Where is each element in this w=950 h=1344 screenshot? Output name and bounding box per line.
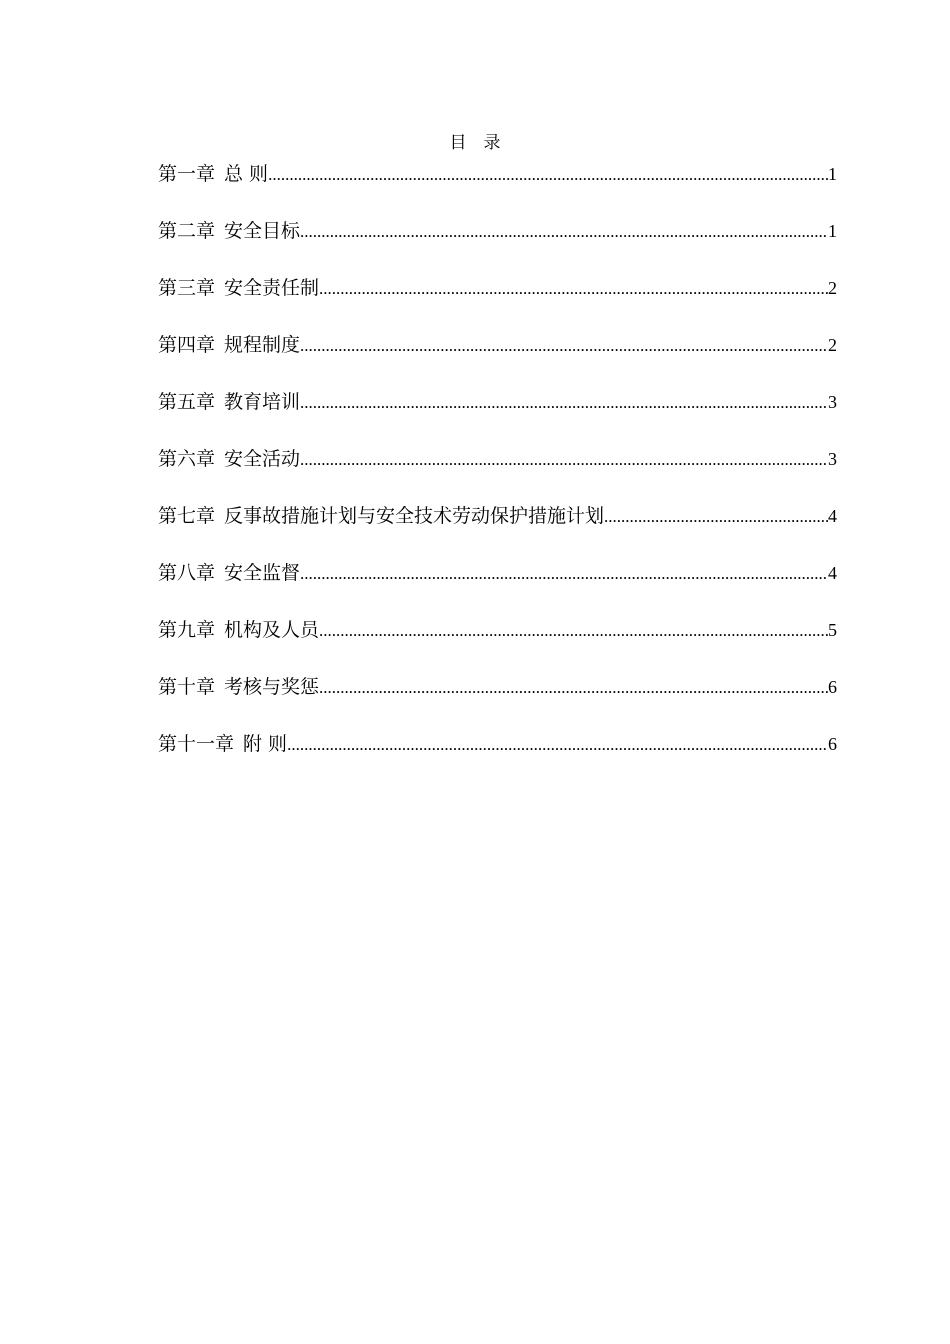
toc-dot-leader [268, 160, 828, 190]
toc-page-number: 3 [828, 449, 837, 469]
toc-chapter-title: 规程制度 [224, 334, 301, 356]
toc-chapter-title: 安全监督 [224, 562, 301, 584]
toc-page-number: 6 [828, 734, 837, 754]
toc-chapter-number: 第十章 [158, 676, 216, 698]
toc-chapter-title: 安全责任制 [224, 277, 320, 299]
toc-dot-leader [300, 217, 828, 247]
toc-dot-leader [287, 730, 828, 760]
toc-dot-leader [300, 559, 828, 589]
toc-chapter-title: 考核与奖惩 [224, 676, 320, 698]
toc-dot-leader [319, 616, 828, 646]
toc-chapter-title: 附 则 [243, 733, 288, 755]
toc-entry[interactable] [158, 729, 837, 786]
toc-dot-leader [319, 673, 828, 703]
toc-page-number: 2 [828, 335, 837, 355]
toc-entry[interactable] [158, 501, 837, 558]
toc-dot-leader [604, 502, 828, 532]
toc-chapter-number: 第三章 [158, 277, 216, 299]
toc-chapter-number: 第五章 [158, 391, 216, 413]
toc-page-number: 1 [828, 221, 837, 241]
toc-dot-leader [319, 274, 828, 304]
toc-page-number: 5 [828, 620, 837, 640]
toc-dot-leader [300, 331, 828, 361]
toc-page-number: 1 [828, 164, 837, 184]
toc-chapter-title: 安全目标 [224, 220, 301, 242]
toc-entry[interactable] [158, 159, 837, 216]
toc-dot-leader [300, 388, 828, 418]
toc-chapter-title: 反事故措施计划与安全技术劳动保护措施计划 [224, 505, 605, 527]
toc-page-number: 4 [828, 563, 837, 583]
toc-entry[interactable] [158, 387, 837, 444]
toc-entry[interactable] [158, 672, 837, 729]
toc-chapter-number: 第一章 [158, 163, 216, 185]
toc-page-number: 6 [828, 677, 837, 697]
toc-chapter-number: 第六章 [158, 448, 216, 470]
table-of-contents [158, 159, 837, 786]
toc-chapter-number: 第十一章 [158, 733, 235, 755]
toc-chapter-number: 第八章 [158, 562, 216, 584]
toc-chapter-number: 第九章 [158, 619, 216, 641]
toc-entry[interactable] [158, 216, 837, 273]
toc-dot-leader [300, 445, 828, 475]
toc-chapter-title: 机构及人员 [224, 619, 320, 641]
toc-chapter-title: 教育培训 [224, 391, 301, 413]
toc-chapter-number: 第四章 [158, 334, 216, 356]
toc-chapter-title: 安全活动 [224, 448, 301, 470]
toc-chapter-title: 总 则 [224, 163, 269, 185]
toc-entry[interactable] [158, 273, 837, 330]
toc-page-number: 2 [828, 278, 837, 298]
toc-entry[interactable] [158, 558, 837, 615]
toc-page-number: 4 [828, 506, 837, 526]
toc-title: 目 录 [449, 133, 501, 153]
toc-chapter-number: 第七章 [158, 505, 216, 527]
toc-page-number: 3 [828, 392, 837, 412]
toc-entry[interactable] [158, 615, 837, 672]
toc-chapter-number: 第二章 [158, 220, 216, 242]
toc-entry[interactable] [158, 330, 837, 387]
toc-entry[interactable] [158, 444, 837, 501]
